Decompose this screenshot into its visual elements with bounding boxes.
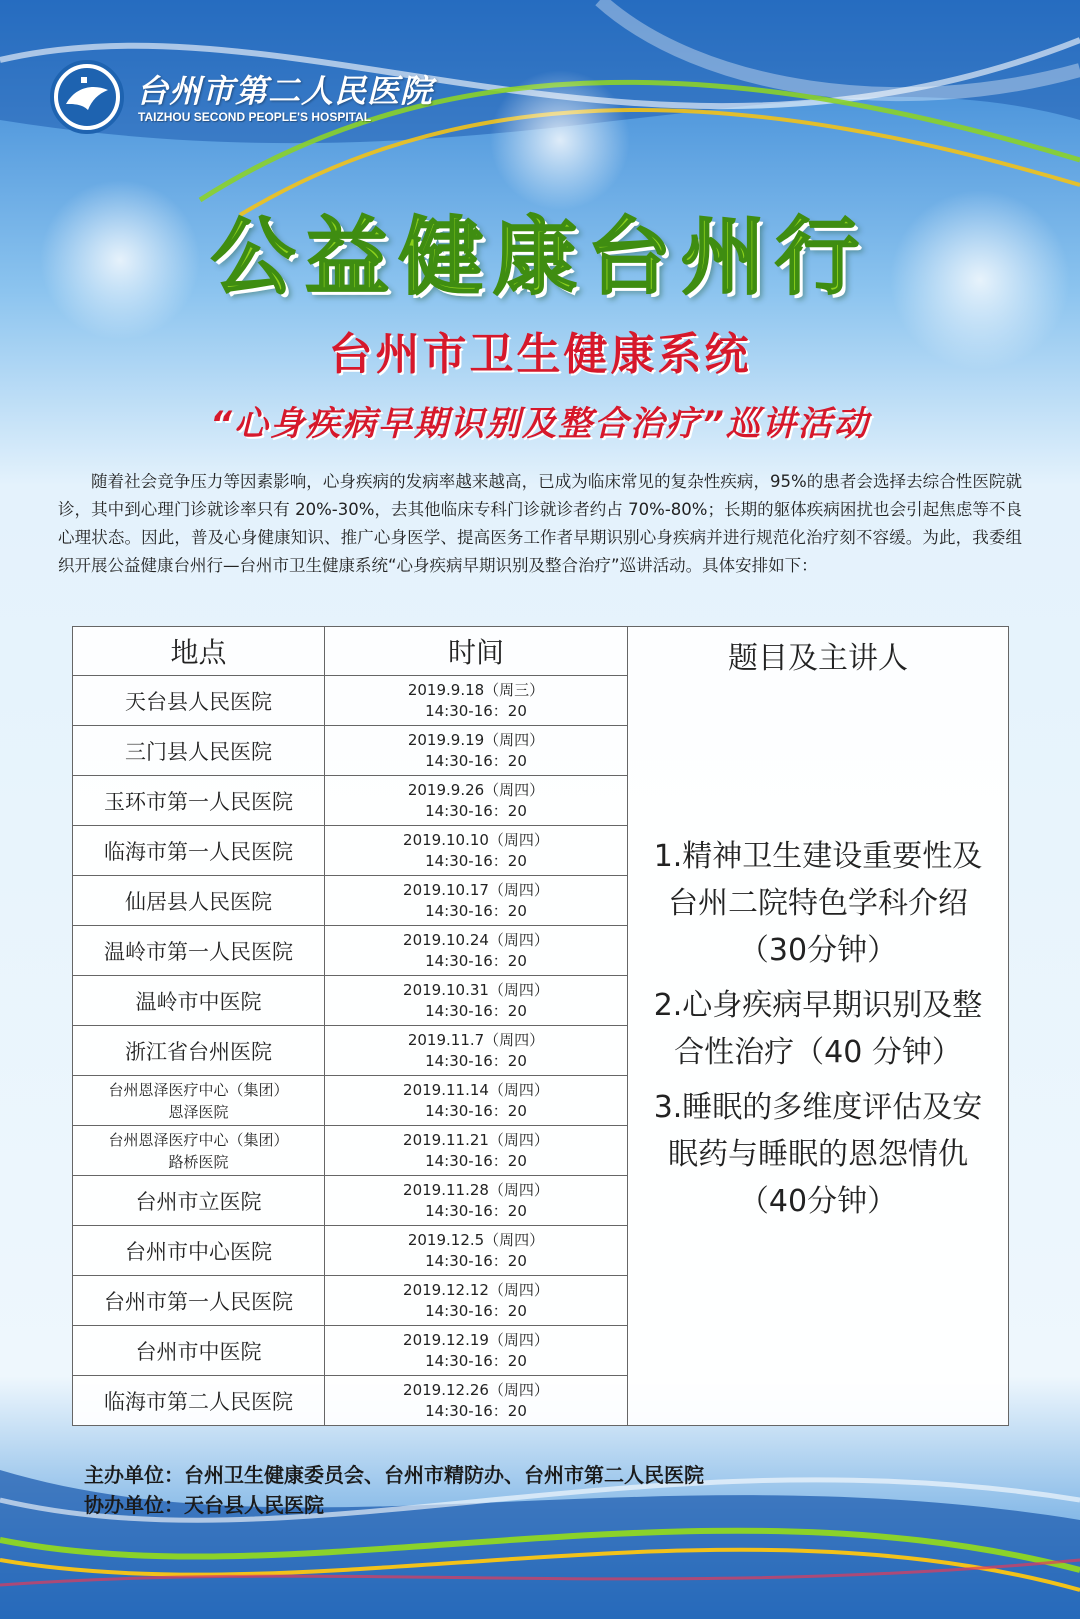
- subtitle-system: 台州市卫生健康系统: [328, 329, 752, 380]
- row-time: 2019.11.21（周四） 14:30-16：20: [325, 1126, 628, 1176]
- header-location: 地点: [73, 627, 325, 676]
- hospital-logo: [50, 60, 434, 140]
- row-time: 2019.9.19（周四） 14:30-16：20: [325, 726, 628, 776]
- row-time: 2019.9.18（周三） 14:30-16：20: [325, 676, 628, 726]
- row-location: 台州市中心医院: [73, 1226, 325, 1276]
- row-time: 2019.10.17（周四） 14:30-16：20: [325, 876, 628, 926]
- row-location: 三门县人民医院: [73, 726, 325, 776]
- row-time: 2019.11.7（周四） 14:30-16：20: [325, 1026, 628, 1076]
- row-time: 2019.10.10（周四） 14:30-16：20: [325, 826, 628, 876]
- topic-item: 1.精神卫生建设重要性及 台州二院特色学科介绍 （30分钟）: [653, 839, 983, 968]
- row-location: 临海市第一人民医院: [73, 826, 325, 876]
- row-location: 温岭市中医院: [73, 976, 325, 1026]
- row-location: 仙居县人民医院: [73, 876, 325, 926]
- row-time: 2019.12.12（周四） 14:30-16：20: [325, 1276, 628, 1326]
- topic-item: 3.睡眠的多维度评估及安 眠药与睡眠的恩怨情仇 （40分钟）: [653, 1090, 983, 1219]
- row-location: 台州恩泽医疗中心（集团） 恩泽医院: [73, 1076, 325, 1126]
- row-location: 玉环市第一人民医院: [73, 776, 325, 826]
- row-time: 2019.12.19（周四） 14:30-16：20: [325, 1326, 628, 1376]
- subtitle-event: “心身疾病早期识别及整合治疗”巡讲活动: [210, 404, 870, 444]
- row-location: 台州市第一人民医院: [73, 1276, 325, 1326]
- row-time: 2019.11.28（周四） 14:30-16：20: [325, 1176, 628, 1226]
- row-time: 2019.12.26（周四） 14:30-16：20: [325, 1376, 628, 1426]
- row-time: 2019.10.31（周四） 14:30-16：20: [325, 976, 628, 1026]
- co-organizer: 协办单位：天台县人民医院: [84, 1493, 324, 1517]
- row-location: 台州市立医院: [73, 1176, 325, 1226]
- row-time: 2019.12.5（周四） 14:30-16：20: [325, 1226, 628, 1276]
- row-time: 2019.9.26（周四） 14:30-16：20: [325, 776, 628, 826]
- topic-cell: [628, 627, 1009, 1426]
- row-location: 浙江省台州医院: [73, 1026, 325, 1076]
- intro-paragraph: 随着社会竞争压力等因素影响，心身疾病的发病率越来越高，已成为临床常见的复杂性疾病，95%的患者会选择去综合性医院就诊，其中到心理门诊就诊率只有 20%-30%，去其他临床专科门诊就诊者约占 70%-80%；长期的躯体疾病困扰也会引起焦虑等不良心理状态。因此，普及心身健康知识、推广心身医学、提高医务工作者早期识别心身疾病并进行规范化治疗刻不容缓。为此，我委组织开展公益健康台州行—台州市卫生健康系统“心身疾病早期识别及整合治疗”巡讲活动。具体安排如下：: [58, 472, 1022, 575]
- table-header-row: [73, 627, 1009, 676]
- row-location: 天台县人民医院: [73, 676, 325, 726]
- main-title: 公益健康台州行: [210, 208, 869, 306]
- row-location: 台州市中医院: [73, 1326, 325, 1376]
- hospital-name-en: TAIZHOU SECOND PEOPLE'S HOSPITAL: [138, 110, 372, 124]
- hospital-name-cn: 台州市第二人民医院: [136, 72, 434, 110]
- row-location: 温岭市第一人民医院: [73, 926, 325, 976]
- topic-list: [628, 833, 1008, 1225]
- host-organizer: 主办单位：台州卫生健康委员会、台州市精防办、台州市第二人民医院: [84, 1463, 704, 1487]
- organizers: [84, 1460, 704, 1520]
- header-time: 时间: [325, 627, 628, 676]
- row-location: 台州恩泽医疗中心（集团） 路桥医院: [73, 1126, 325, 1176]
- header-topic: 题目及主讲人: [728, 641, 908, 676]
- schedule-table: [72, 626, 1009, 1426]
- row-time: 2019.11.14（周四） 14:30-16：20: [325, 1076, 628, 1126]
- topic-item: 2.心身疾病早期识别及整 合性治疗（40 分钟）: [653, 988, 983, 1070]
- row-time: 2019.10.24（周四） 14:30-16：20: [325, 926, 628, 976]
- hospital-logo-icon: [50, 60, 124, 134]
- row-location: 临海市第二人民医院: [73, 1376, 325, 1426]
